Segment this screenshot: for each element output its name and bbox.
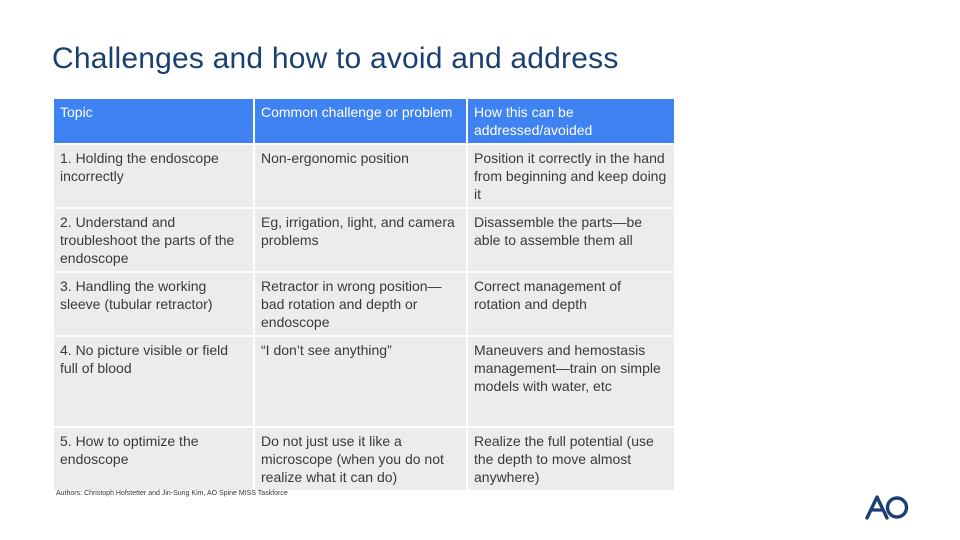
challenge-cell: Non-ergonomic position: [254, 144, 467, 208]
topic-cell: 1. Holding the endoscope incorrectly: [53, 144, 254, 208]
solution-cell: Maneuvers and hemostasis management—train on simple models with water, etc: [467, 336, 675, 427]
solution-cell: Position it correctly in the hand from beginning and keep doing it: [467, 144, 675, 208]
challenge-cell: Retractor in wrong position—bad rotation and depth or endoscope: [254, 272, 467, 336]
topic-cell: 2. Understand and troubleshoot the parts of the endoscope: [53, 208, 254, 272]
slide-title: Challenges and how to avoid and address: [52, 42, 619, 75]
table-row: [53, 427, 675, 491]
authors-footnote: Authors: Christoph Hofstetter and Jin-Sung Kim, AO Spine MISS Taskforce: [56, 490, 288, 497]
ao-logo: [864, 494, 910, 520]
challenges-table: [52, 97, 676, 492]
table-row: [53, 336, 675, 427]
challenge-cell: Eg, irrigation, light, and camera problems: [254, 208, 467, 272]
topic-cell: 4. No picture visible or field full of blood: [53, 336, 254, 427]
table-header-row: [53, 98, 675, 144]
topic-cell: 5. How to optimize the endoscope: [53, 427, 254, 491]
solution-cell: Correct management of rotation and depth: [467, 272, 675, 336]
table-row: [53, 208, 675, 272]
header-challenge: Common challenge or problem: [254, 98, 467, 144]
topic-cell: 3. Handling the working sleeve (tubular retractor): [53, 272, 254, 336]
header-solution: How this can be addressed/avoided: [467, 98, 675, 144]
solution-cell: Realize the full potential (use the depth to move almost anywhere): [467, 427, 675, 491]
header-topic: Topic: [53, 98, 254, 144]
solution-cell: Disassemble the parts—be able to assemble them all: [467, 208, 675, 272]
challenge-cell: “I don’t see anything”: [254, 336, 467, 427]
challenge-cell: Do not just use it like a microscope (when you do not realize what it can do): [254, 427, 467, 491]
table-row: [53, 272, 675, 336]
table-row: [53, 144, 675, 208]
